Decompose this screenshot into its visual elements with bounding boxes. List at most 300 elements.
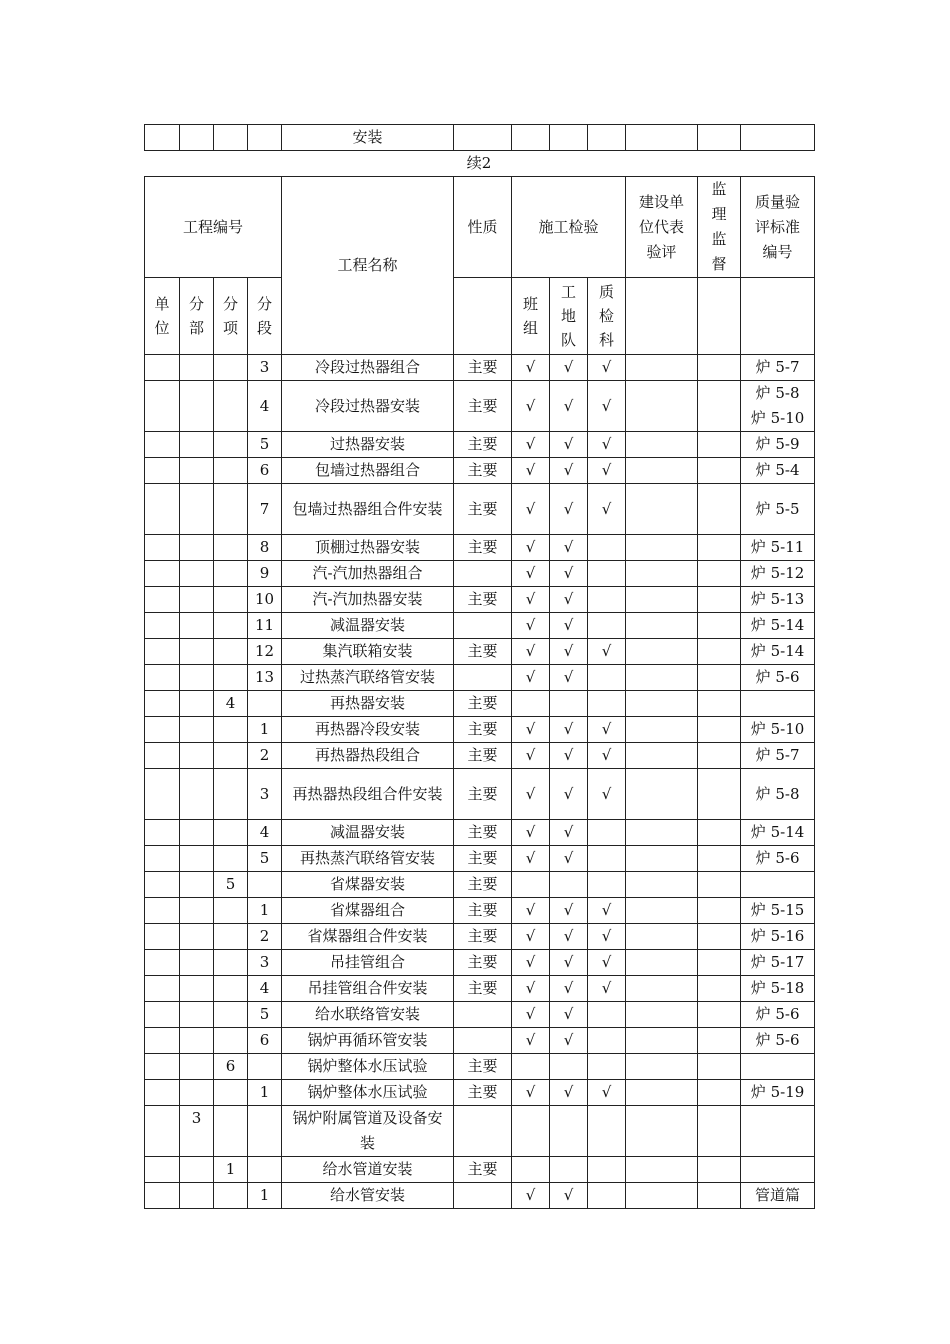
project-name-cell: 减温器安装 bbox=[282, 820, 454, 846]
site-team-check: √ bbox=[550, 1183, 588, 1209]
header-qc-dept: 质检科 bbox=[588, 278, 626, 355]
qc-dept-check bbox=[588, 872, 626, 898]
nature-cell: 主要 bbox=[454, 381, 512, 432]
team-check: √ bbox=[512, 665, 550, 691]
unit-cell bbox=[145, 872, 180, 898]
unit-cell bbox=[145, 1002, 180, 1028]
project-name-cell: 吊挂管组合件安装 bbox=[282, 976, 454, 1002]
standard-no-cell: 炉 5-14 bbox=[741, 613, 815, 639]
standard-no-cell: 炉 5-12 bbox=[741, 561, 815, 587]
unit-cell bbox=[145, 561, 180, 587]
qc-dept-check bbox=[588, 561, 626, 587]
nature-cell: 主要 bbox=[454, 924, 512, 950]
unit-cell bbox=[145, 976, 180, 1002]
segment-cell bbox=[248, 1157, 282, 1183]
unit-cell bbox=[145, 355, 180, 381]
item-cell: 1 bbox=[214, 1157, 248, 1183]
site-team-check: √ bbox=[550, 976, 588, 1002]
qc-dept-check bbox=[588, 1106, 626, 1157]
supervision-cell bbox=[698, 872, 741, 898]
item-cell bbox=[214, 1080, 248, 1106]
owner-eval-cell bbox=[626, 613, 698, 639]
unit-cell bbox=[145, 846, 180, 872]
item-cell: 6 bbox=[214, 1054, 248, 1080]
division-cell bbox=[180, 1054, 214, 1080]
team-check: √ bbox=[512, 484, 550, 535]
item-cell bbox=[214, 820, 248, 846]
supervision-cell bbox=[698, 820, 741, 846]
owner-eval-cell bbox=[626, 950, 698, 976]
unit-cell bbox=[145, 665, 180, 691]
qc-dept-check bbox=[588, 820, 626, 846]
cell bbox=[550, 125, 588, 151]
segment-cell: 1 bbox=[248, 1183, 282, 1209]
item-cell bbox=[214, 898, 248, 924]
cell bbox=[698, 278, 741, 355]
team-check: √ bbox=[512, 820, 550, 846]
item-cell bbox=[214, 1106, 248, 1157]
team-check: √ bbox=[512, 458, 550, 484]
division-cell bbox=[180, 769, 214, 820]
project-name-cell: 锅炉整体水压试验 bbox=[282, 1080, 454, 1106]
team-check: √ bbox=[512, 950, 550, 976]
site-team-check: √ bbox=[550, 769, 588, 820]
nature-cell: 主要 bbox=[454, 1054, 512, 1080]
division-cell bbox=[180, 1183, 214, 1209]
header-unit: 单位 bbox=[145, 278, 180, 355]
unit-cell bbox=[145, 1157, 180, 1183]
division-cell bbox=[180, 432, 214, 458]
item-cell bbox=[214, 846, 248, 872]
team-check: √ bbox=[512, 769, 550, 820]
segment-cell: 5 bbox=[248, 846, 282, 872]
project-name-cell: 汽-汽加热器安装 bbox=[282, 587, 454, 613]
unit-cell bbox=[145, 743, 180, 769]
team-check: √ bbox=[512, 1028, 550, 1054]
nature-cell: 主要 bbox=[454, 1080, 512, 1106]
segment-cell: 7 bbox=[248, 484, 282, 535]
supervision-cell bbox=[698, 1002, 741, 1028]
site-team-check: √ bbox=[550, 613, 588, 639]
supervision-cell bbox=[698, 381, 741, 432]
qc-dept-check bbox=[588, 613, 626, 639]
owner-eval-cell bbox=[626, 1157, 698, 1183]
qc-dept-check: √ bbox=[588, 381, 626, 432]
segment-cell: 4 bbox=[248, 381, 282, 432]
cell bbox=[626, 125, 698, 151]
segment-cell: 1 bbox=[248, 1080, 282, 1106]
nature-cell bbox=[454, 561, 512, 587]
cell bbox=[214, 125, 248, 151]
division-cell bbox=[180, 950, 214, 976]
site-team-check: √ bbox=[550, 639, 588, 665]
division-cell: 3 bbox=[180, 1106, 214, 1157]
division-cell bbox=[180, 381, 214, 432]
nature-cell: 主要 bbox=[454, 432, 512, 458]
cell bbox=[145, 125, 180, 151]
nature-cell: 主要 bbox=[454, 587, 512, 613]
project-name-cell: 省煤器组合 bbox=[282, 898, 454, 924]
site-team-check: √ bbox=[550, 484, 588, 535]
supervision-cell bbox=[698, 665, 741, 691]
team-check: √ bbox=[512, 381, 550, 432]
owner-eval-cell bbox=[626, 1080, 698, 1106]
owner-eval-cell bbox=[626, 1028, 698, 1054]
standard-no-cell: 炉 5-6 bbox=[741, 846, 815, 872]
standard-no-cell: 炉 5-4 bbox=[741, 458, 815, 484]
supervision-cell bbox=[698, 458, 741, 484]
item-cell bbox=[214, 639, 248, 665]
supervision-cell bbox=[698, 535, 741, 561]
division-cell bbox=[180, 613, 214, 639]
division-cell bbox=[180, 561, 214, 587]
item-cell bbox=[214, 924, 248, 950]
owner-eval-cell bbox=[626, 769, 698, 820]
segment-cell: 3 bbox=[248, 355, 282, 381]
segment-cell: 3 bbox=[248, 769, 282, 820]
owner-eval-cell bbox=[626, 691, 698, 717]
supervision-cell bbox=[698, 1054, 741, 1080]
team-check: √ bbox=[512, 1080, 550, 1106]
project-name-cell: 冷段过热器组合 bbox=[282, 355, 454, 381]
division-cell bbox=[180, 743, 214, 769]
nature-cell: 主要 bbox=[454, 458, 512, 484]
item-cell bbox=[214, 432, 248, 458]
site-team-check: √ bbox=[550, 458, 588, 484]
segment-cell: 6 bbox=[248, 458, 282, 484]
qc-dept-check: √ bbox=[588, 639, 626, 665]
header-division: 分部 bbox=[180, 278, 214, 355]
team-check: √ bbox=[512, 976, 550, 1002]
site-team-check: √ bbox=[550, 743, 588, 769]
unit-cell bbox=[145, 535, 180, 561]
cell bbox=[512, 125, 550, 151]
nature-cell: 主要 bbox=[454, 872, 512, 898]
item-cell bbox=[214, 1183, 248, 1209]
nature-cell bbox=[454, 1106, 512, 1157]
standard-no-cell: 炉 5-14 bbox=[741, 820, 815, 846]
qc-dept-check bbox=[588, 1002, 626, 1028]
previous-page-table-tail bbox=[144, 124, 815, 151]
item-cell bbox=[214, 743, 248, 769]
site-team-check: √ bbox=[550, 924, 588, 950]
header-item: 分项 bbox=[214, 278, 248, 355]
standard-no-cell: 炉 5-19 bbox=[741, 1080, 815, 1106]
team-check: √ bbox=[512, 1002, 550, 1028]
site-team-check: √ bbox=[550, 355, 588, 381]
header-construction-inspection: 施工检验 bbox=[512, 177, 626, 278]
project-name-cell: 再热器热段组合件安装 bbox=[282, 769, 454, 820]
team-check bbox=[512, 1157, 550, 1183]
supervision-cell bbox=[698, 976, 741, 1002]
division-cell bbox=[180, 355, 214, 381]
item-cell: 5 bbox=[214, 872, 248, 898]
team-check: √ bbox=[512, 898, 550, 924]
project-inspection-table bbox=[144, 176, 815, 1209]
project-name-cell: 过热蒸汽联络管安装 bbox=[282, 665, 454, 691]
header-owner-rep-eval: 建设单位代表验评 bbox=[626, 177, 698, 278]
item-cell bbox=[214, 613, 248, 639]
project-name-cell: 包墙过热器组合件安装 bbox=[282, 484, 454, 535]
nature-cell bbox=[454, 1183, 512, 1209]
supervision-cell bbox=[698, 484, 741, 535]
standard-no-cell: 炉 5-7 bbox=[741, 743, 815, 769]
team-check: √ bbox=[512, 587, 550, 613]
unit-cell bbox=[145, 1106, 180, 1157]
division-cell bbox=[180, 1157, 214, 1183]
project-name-cell: 给水管道安装 bbox=[282, 1157, 454, 1183]
segment-cell: 4 bbox=[248, 976, 282, 1002]
qc-dept-check bbox=[588, 535, 626, 561]
unit-cell bbox=[145, 381, 180, 432]
owner-eval-cell bbox=[626, 561, 698, 587]
team-check: √ bbox=[512, 639, 550, 665]
site-team-check: √ bbox=[550, 535, 588, 561]
qc-dept-check bbox=[588, 846, 626, 872]
project-name-cell: 集汽联箱安装 bbox=[282, 639, 454, 665]
project-name-cell: 锅炉附属管道及设备安装 bbox=[282, 1106, 454, 1157]
project-name-cell: 减温器安装 bbox=[282, 613, 454, 639]
division-cell bbox=[180, 717, 214, 743]
header-project-name: 工程名称 bbox=[282, 177, 454, 355]
standard-no-cell: 炉 5-6 bbox=[741, 1002, 815, 1028]
nature-cell bbox=[454, 665, 512, 691]
nature-cell: 主要 bbox=[454, 639, 512, 665]
division-cell bbox=[180, 484, 214, 535]
item-cell bbox=[214, 535, 248, 561]
owner-eval-cell bbox=[626, 743, 698, 769]
standard-no-cell bbox=[741, 1054, 815, 1080]
owner-eval-cell bbox=[626, 587, 698, 613]
supervision-cell bbox=[698, 924, 741, 950]
site-team-check: √ bbox=[550, 846, 588, 872]
division-cell bbox=[180, 976, 214, 1002]
item-cell bbox=[214, 458, 248, 484]
team-check: √ bbox=[512, 535, 550, 561]
standard-no-cell bbox=[741, 1157, 815, 1183]
item-cell bbox=[214, 381, 248, 432]
item-cell bbox=[214, 769, 248, 820]
segment-cell: 13 bbox=[248, 665, 282, 691]
standard-no-cell: 炉 5-14 bbox=[741, 639, 815, 665]
owner-eval-cell bbox=[626, 665, 698, 691]
division-cell bbox=[180, 1002, 214, 1028]
item-cell: 4 bbox=[214, 691, 248, 717]
division-cell bbox=[180, 846, 214, 872]
site-team-check bbox=[550, 1054, 588, 1080]
team-check bbox=[512, 691, 550, 717]
project-name-cell: 给水联络管安装 bbox=[282, 1002, 454, 1028]
site-team-check: √ bbox=[550, 820, 588, 846]
qc-dept-check: √ bbox=[588, 355, 626, 381]
division-cell bbox=[180, 872, 214, 898]
site-team-check bbox=[550, 1106, 588, 1157]
site-team-check: √ bbox=[550, 381, 588, 432]
segment-cell: 9 bbox=[248, 561, 282, 587]
unit-cell bbox=[145, 432, 180, 458]
project-name-cell: 再热器冷段安装 bbox=[282, 717, 454, 743]
supervision-cell bbox=[698, 743, 741, 769]
unit-cell bbox=[145, 717, 180, 743]
project-name-cell: 安装 bbox=[282, 125, 454, 151]
supervision-cell bbox=[698, 613, 741, 639]
nature-cell: 主要 bbox=[454, 950, 512, 976]
division-cell bbox=[180, 1028, 214, 1054]
cell bbox=[698, 125, 741, 151]
qc-dept-check bbox=[588, 691, 626, 717]
nature-cell bbox=[454, 613, 512, 639]
item-cell bbox=[214, 484, 248, 535]
qc-dept-check bbox=[588, 1157, 626, 1183]
segment-cell: 1 bbox=[248, 898, 282, 924]
project-name-cell: 冷段过热器安装 bbox=[282, 381, 454, 432]
qc-dept-check: √ bbox=[588, 743, 626, 769]
segment-cell bbox=[248, 691, 282, 717]
qc-dept-check bbox=[588, 1183, 626, 1209]
owner-eval-cell bbox=[626, 639, 698, 665]
supervision-cell bbox=[698, 898, 741, 924]
standard-no-cell: 炉 5-9 bbox=[741, 432, 815, 458]
header-quality-standard-no: 质量验评标准编号 bbox=[741, 177, 815, 278]
cell bbox=[454, 125, 512, 151]
nature-cell: 主要 bbox=[454, 743, 512, 769]
qc-dept-check: √ bbox=[588, 898, 626, 924]
supervision-cell bbox=[698, 1080, 741, 1106]
supervision-cell bbox=[698, 432, 741, 458]
standard-no-cell: 炉 5-7 bbox=[741, 355, 815, 381]
segment-cell bbox=[248, 872, 282, 898]
item-cell bbox=[214, 976, 248, 1002]
standard-no-cell: 炉 5-15 bbox=[741, 898, 815, 924]
division-cell bbox=[180, 924, 214, 950]
nature-cell: 主要 bbox=[454, 846, 512, 872]
project-name-cell: 包墙过热器组合 bbox=[282, 458, 454, 484]
unit-cell bbox=[145, 950, 180, 976]
nature-cell: 主要 bbox=[454, 691, 512, 717]
nature-cell: 主要 bbox=[454, 769, 512, 820]
nature-cell: 主要 bbox=[454, 355, 512, 381]
nature-cell bbox=[454, 1002, 512, 1028]
header-site-team: 工地队 bbox=[550, 278, 588, 355]
cell bbox=[180, 125, 214, 151]
division-cell bbox=[180, 1080, 214, 1106]
standard-no-cell: 炉 5-11 bbox=[741, 535, 815, 561]
segment-cell: 10 bbox=[248, 587, 282, 613]
owner-eval-cell bbox=[626, 1002, 698, 1028]
standard-no-cell: 炉 5-10 bbox=[741, 717, 815, 743]
project-name-cell: 汽-汽加热器组合 bbox=[282, 561, 454, 587]
qc-dept-check bbox=[588, 1028, 626, 1054]
segment-cell: 4 bbox=[248, 820, 282, 846]
team-check: √ bbox=[512, 613, 550, 639]
supervision-cell bbox=[698, 769, 741, 820]
site-team-check bbox=[550, 872, 588, 898]
nature-cell: 主要 bbox=[454, 484, 512, 535]
item-cell bbox=[214, 1028, 248, 1054]
division-cell bbox=[180, 820, 214, 846]
standard-no-cell: 炉 5-6 bbox=[741, 665, 815, 691]
owner-eval-cell bbox=[626, 1183, 698, 1209]
supervision-cell bbox=[698, 561, 741, 587]
unit-cell bbox=[145, 1080, 180, 1106]
standard-no-cell: 炉 5-8 炉 5-10 bbox=[741, 381, 815, 432]
segment-cell: 6 bbox=[248, 1028, 282, 1054]
qc-dept-check: √ bbox=[588, 717, 626, 743]
project-name-cell: 省煤器组合件安装 bbox=[282, 924, 454, 950]
item-cell bbox=[214, 561, 248, 587]
project-name-cell: 给水管安装 bbox=[282, 1183, 454, 1209]
site-team-check: √ bbox=[550, 1028, 588, 1054]
supervision-cell bbox=[698, 1183, 741, 1209]
cell bbox=[741, 125, 815, 151]
segment-cell: 1 bbox=[248, 717, 282, 743]
owner-eval-cell bbox=[626, 432, 698, 458]
standard-no-cell: 炉 5-6 bbox=[741, 1028, 815, 1054]
supervision-cell bbox=[698, 717, 741, 743]
supervision-cell bbox=[698, 639, 741, 665]
project-name-cell: 顶棚过热器安装 bbox=[282, 535, 454, 561]
owner-eval-cell bbox=[626, 355, 698, 381]
unit-cell bbox=[145, 898, 180, 924]
segment-cell: 12 bbox=[248, 639, 282, 665]
header-project-code: 工程编号 bbox=[145, 177, 282, 278]
owner-eval-cell bbox=[626, 717, 698, 743]
item-cell bbox=[214, 355, 248, 381]
nature-cell: 主要 bbox=[454, 898, 512, 924]
qc-dept-check: √ bbox=[588, 769, 626, 820]
team-check: √ bbox=[512, 1183, 550, 1209]
item-cell bbox=[214, 1002, 248, 1028]
nature-cell: 主要 bbox=[454, 1157, 512, 1183]
supervision-cell bbox=[698, 1106, 741, 1157]
project-name-cell: 再热器安装 bbox=[282, 691, 454, 717]
standard-no-cell: 炉 5-13 bbox=[741, 587, 815, 613]
site-team-check: √ bbox=[550, 665, 588, 691]
continuation-label: 续2 bbox=[466, 154, 492, 172]
segment-cell: 3 bbox=[248, 950, 282, 976]
supervision-cell bbox=[698, 355, 741, 381]
site-team-check bbox=[550, 1157, 588, 1183]
site-team-check: √ bbox=[550, 587, 588, 613]
team-check: √ bbox=[512, 743, 550, 769]
site-team-check bbox=[550, 691, 588, 717]
supervision-cell bbox=[698, 950, 741, 976]
standard-no-cell: 炉 5-17 bbox=[741, 950, 815, 976]
division-cell bbox=[180, 898, 214, 924]
standard-no-cell: 管道篇 bbox=[741, 1183, 815, 1209]
cell bbox=[248, 125, 282, 151]
nature-cell: 主要 bbox=[454, 976, 512, 1002]
team-check: √ bbox=[512, 846, 550, 872]
unit-cell bbox=[145, 458, 180, 484]
division-cell bbox=[180, 639, 214, 665]
qc-dept-check bbox=[588, 1054, 626, 1080]
segment-cell bbox=[248, 1106, 282, 1157]
division-cell bbox=[180, 458, 214, 484]
qc-dept-check: √ bbox=[588, 458, 626, 484]
segment-cell: 8 bbox=[248, 535, 282, 561]
segment-cell: 2 bbox=[248, 743, 282, 769]
segment-cell: 5 bbox=[248, 432, 282, 458]
header-team: 班组 bbox=[512, 278, 550, 355]
qc-dept-check: √ bbox=[588, 950, 626, 976]
project-name-cell: 吊挂管组合 bbox=[282, 950, 454, 976]
team-check: √ bbox=[512, 355, 550, 381]
nature-cell: 主要 bbox=[454, 535, 512, 561]
owner-eval-cell bbox=[626, 484, 698, 535]
standard-no-cell bbox=[741, 691, 815, 717]
site-team-check: √ bbox=[550, 950, 588, 976]
